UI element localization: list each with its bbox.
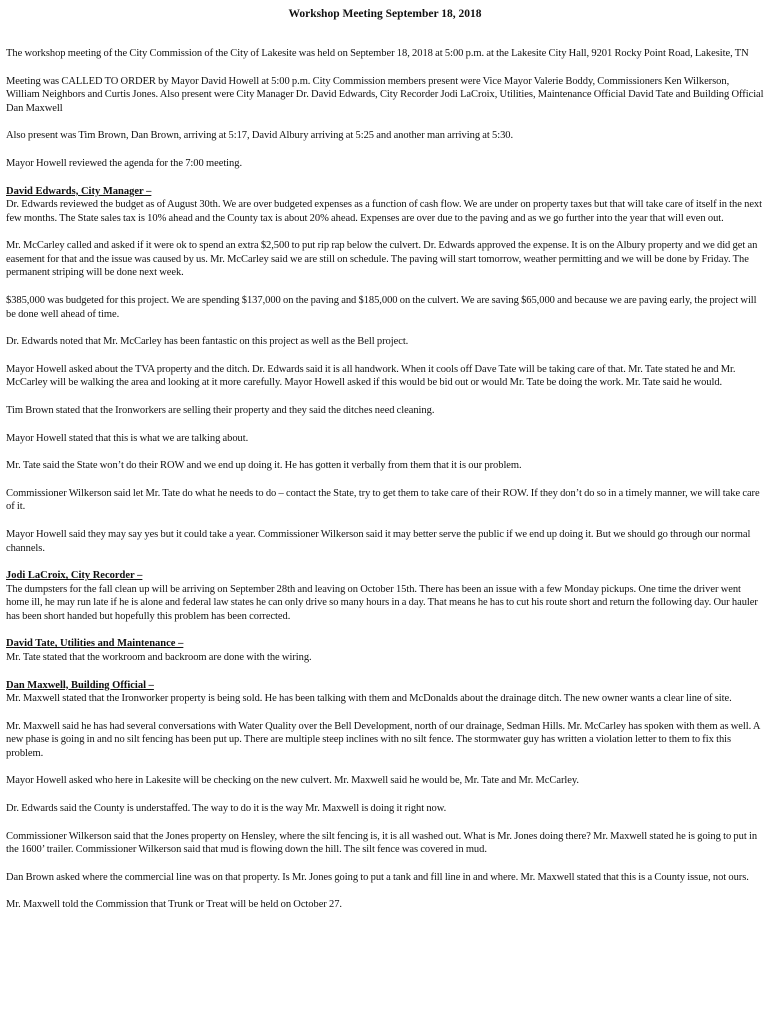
section-paragraph: Mr. Tate said the State won’t do their ROW and we end up doing it. He has gotten it verbally from them that it is our problem.	[6, 460, 522, 472]
section-paragraph: Mr. McCarley called and asked if it were ok to spend an extra $2,500 to put rip rap below the culvert. Dr. Edwards approved the expense. It is on the Albury property and we did get an easement for that and the issue was caused by us. Mr. McCarley said we are still on schedule. The paving will start tomorrow, weather permitting and we will be done by Friday. The permanent striping will be done next week.	[6, 240, 758, 279]
intro-paragraph: The workshop meeting of the City Commission of the City of Lakesite was held on September 18, 2018 at 5:00 p.m. at the Lakesite City Hall, 9201 Rocky Point Road, Lakesite, TN	[6, 48, 749, 59]
section-city-manager	[6, 185, 764, 556]
section-heading: David Edwards, City Manager –	[6, 185, 152, 197]
section-utilities-maintenance	[6, 637, 764, 664]
intro-paragraph: Also present was Tim Brown, Dan Brown, arriving at 5:17, David Albury arriving at 5:25 and another man arriving at 5:30.	[6, 130, 514, 142]
section-paragraph: Dr. Edwards reviewed the budget as of August 30th. We are over budgeted expenses as a function of cash flow. We are under on property taxes but that will take care of itself in the next few months. The State sales tax is 10% ahead and the County tax is about 20% ahead. Expenses are over due to the paving and as we go further into the year that will even out.	[6, 199, 763, 224]
section-heading: David Tate, Utilities and Maintenance –	[6, 638, 184, 650]
section-paragraph: Commissioner Wilkerson said let Mr. Tate do what he needs to do – contact the State, try to get them to take care of their ROW. If they don’t do so in a timely manner, we will take care of it.	[6, 487, 760, 513]
section-paragraph: Mayor Howell asked who here in Lakesite will be checking on the new culvert. Mr. Maxwell said he would be, Mr. Tate and Mr. McCarley.	[6, 775, 579, 787]
section-heading: Jodi LaCroix, City Recorder –	[6, 570, 143, 582]
section-paragraph: Commissioner Wilkerson said that the Jones property on Hensley, where the silt fencing is, it is all washed out. What is Mr. Jones doing there? Mr. Maxwell stated he is going to put in the 1600’ trailer. Commissioner Wilkerson said that mud is flowing down the hill. The silt fence was covered in mud.	[6, 830, 758, 856]
section-paragraph: Mr. Tate stated that the workroom and backroom are done with the wiring.	[6, 651, 312, 663]
document-title: Workshop Meeting September 18, 2018	[288, 8, 482, 20]
section-paragraph: Mayor Howell asked about the TVA property and the ditch. Dr. Edwards said it is all handwork. When it cools off Dave Tate will be taking care of that. Mr. Tate stated he and Mr. McCarley will be walking the area and looking at it more carefully. Mayor Howell asked if this would be bid out or would Mr. Tate be doing the work. Mr. Tate said he would.	[6, 363, 736, 389]
section-paragraph: Mr. Maxwell stated that the Ironworker property is being sold. He has been talking with them and McDonalds about the drainage ditch. The new owner wants a clear line of site.	[6, 693, 732, 705]
section-paragraph: Dan Brown asked where the commercial line was on that property. Is Mr. Jones going to put a tank and fill line in and where. Mr. Maxwell stated that this is a County issue, not ours.	[6, 871, 749, 883]
section-paragraph: Mayor Howell stated that this is what we are talking about.	[6, 432, 249, 444]
section-paragraph: Dr. Edwards noted that Mr. McCarley has been fantastic on this project as well as the Bell project.	[6, 336, 409, 348]
section-paragraph: $385,000 was budgeted for this project. We are spending $137,000 on the paving and $185,000 on the culvert. We are saving $65,000 and because we are paving early, the project will be done well ahead of time.	[6, 295, 757, 320]
section-heading: Dan Maxwell, Building Official –	[6, 679, 154, 691]
intro-paragraph: Meeting was CALLED TO ORDER by Mayor David Howell at 5:00 p.m. City Commission members present were Vice Mayor Valerie Boddy, Commissioners Ken Wilkerson, William Neighbors and Curtis Jones. Also present were City Manager Dr. David Edwards, City Recorder Jodi LaCroix, Utilities, Maintenance Official David Tate and Building Official Dan Maxwell	[6, 75, 764, 114]
section-building-official	[6, 679, 764, 912]
intro-block	[6, 47, 764, 171]
section-paragraph: The dumpsters for the fall clean up will be arriving on September 28th and leaving on October 15th. There has been an issue with a few Monday pickups. One time the driver went home ill, he may run late if he is alone and federal law states he can only drive so many hours in a day. That means he has to cut his route short and return the following day. Our hauler has been short handed but hopefully this problem has been corrected.	[6, 583, 758, 622]
section-paragraph: Dr. Edwards said the County is understaffed. The way to do it is the way Mr. Maxwell is doing it right now.	[6, 803, 447, 814]
section-city-recorder	[6, 569, 764, 623]
section-paragraph: Mr. Maxwell said he has had several conversations with Water Quality over the Bell Development, north of our drainage, Sedman Hills. Mr. McCarley has spoken with them as well. A new phase is going in and no silt fencing has been put up. There are multiple steep inclines with no silt fence. The stormwater guy has written a violation letter to them to fix this problem.	[6, 720, 760, 759]
section-paragraph: Mayor Howell said they may say yes but it could take a year. Commissioner Wilkerson said it may better serve the public if we end up doing it. But we should go through our normal channels.	[6, 528, 751, 554]
section-paragraph: Mr. Maxwell told the Commission that Trunk or Treat will be held on October 27.	[6, 899, 343, 911]
intro-paragraph: Mayor Howell reviewed the agenda for the 7:00 meeting.	[6, 157, 243, 169]
section-paragraph: Tim Brown stated that the Ironworkers are selling their property and they said the ditches need cleaning.	[6, 405, 435, 416]
